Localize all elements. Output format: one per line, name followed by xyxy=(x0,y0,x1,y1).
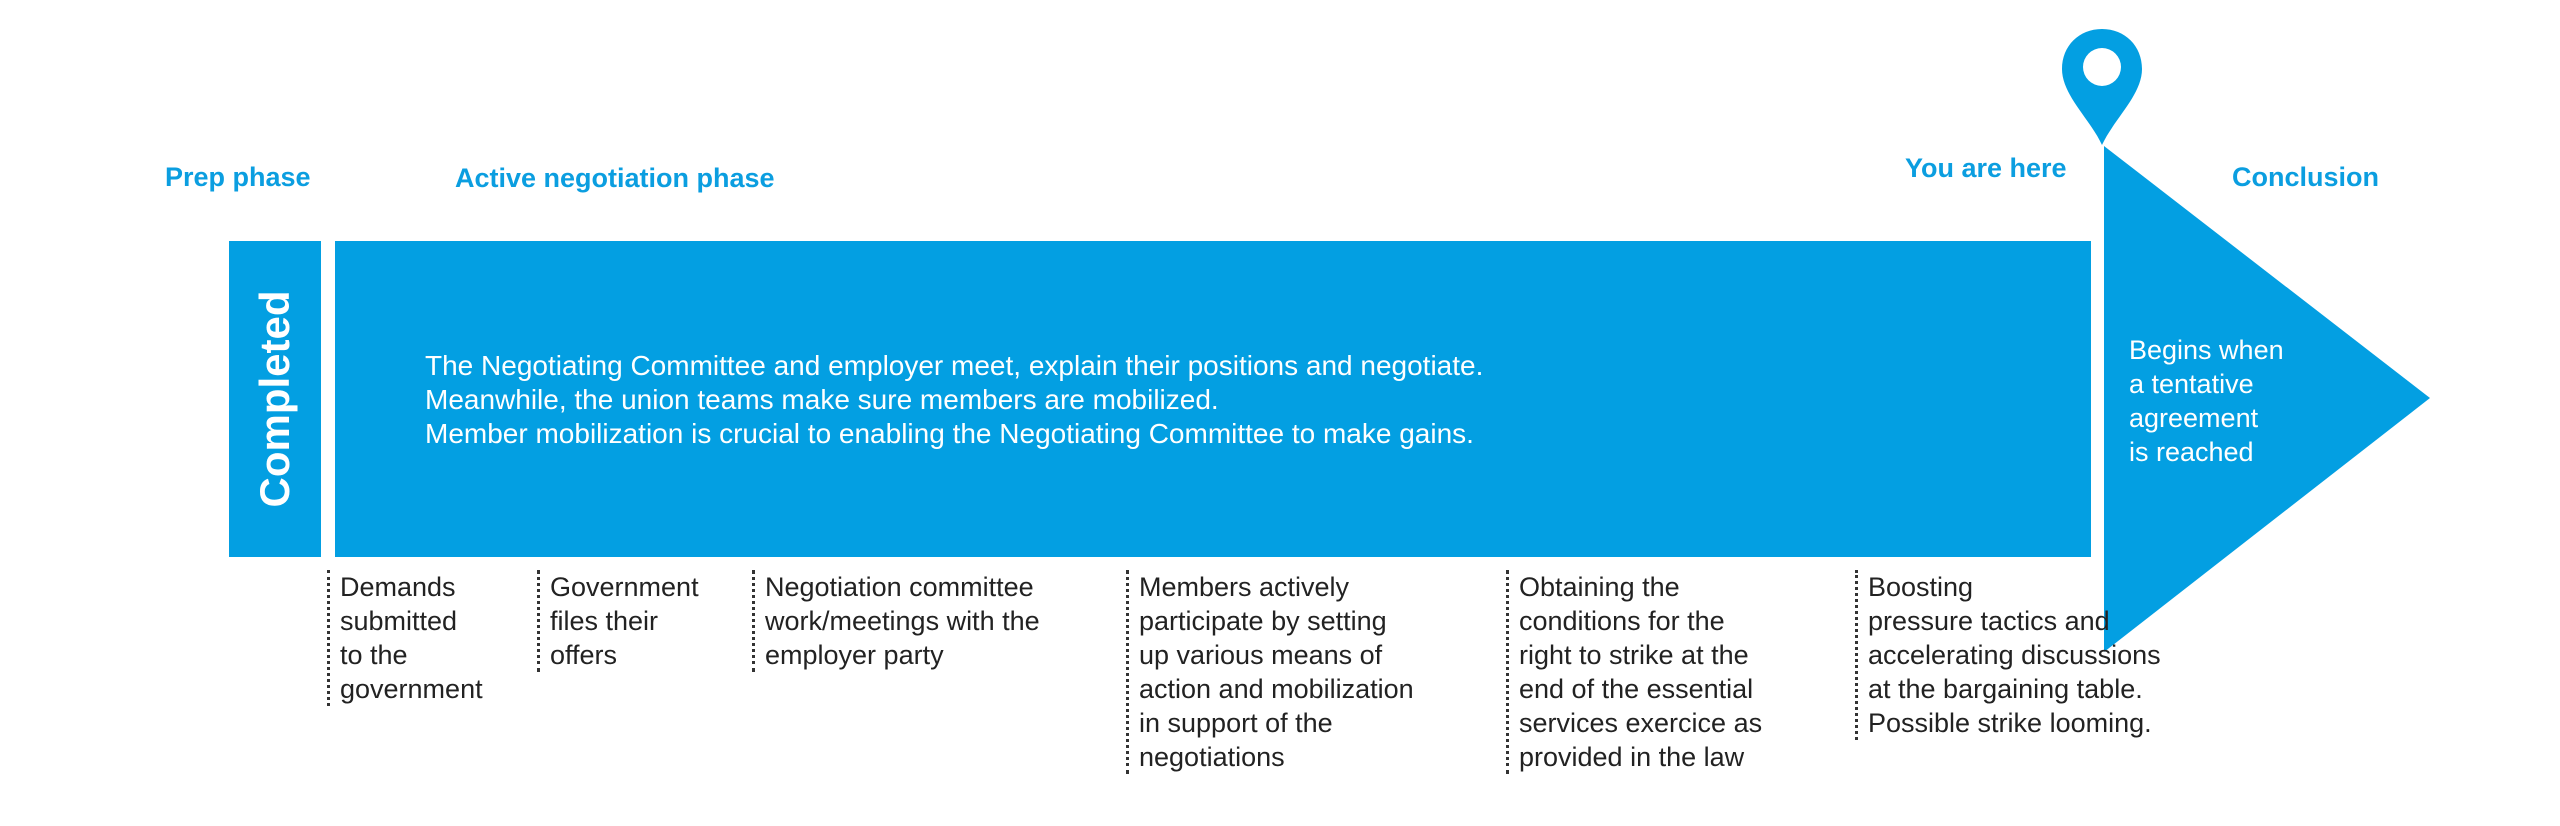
step-line: end of the essential xyxy=(1519,674,1754,704)
active-phase-label: Active negotiation phase xyxy=(455,163,775,193)
step-line: provided in the law xyxy=(1519,742,1745,772)
step-line: Government xyxy=(550,572,699,602)
description-line: Member mobilization is crucial to enabling the Negotiating Committee to make gains. xyxy=(425,418,1474,449)
step-line: action and mobilization xyxy=(1139,674,1414,704)
conclusion-line: is reached xyxy=(2129,437,2254,467)
step-line: at the bargaining table. xyxy=(1868,674,2143,704)
you-are-here-label: You are here xyxy=(1905,153,2067,183)
step-line: in support of the xyxy=(1139,708,1333,738)
step-line: to the xyxy=(340,640,408,670)
step-line: participate by setting xyxy=(1139,606,1387,636)
step-line: work/meetings with the xyxy=(765,606,1040,636)
active-phase-description xyxy=(425,349,1483,451)
prep-phase-label: Prep phase xyxy=(165,162,311,192)
step-line: Possible strike looming. xyxy=(1868,708,2152,738)
step-demands xyxy=(327,570,483,706)
step-line: government xyxy=(340,674,483,704)
conclusion-line: Begins when xyxy=(2129,335,2284,365)
step-line: employer party xyxy=(765,640,944,670)
step-line: Members actively xyxy=(1139,572,1350,602)
step-line: Demands xyxy=(340,572,456,602)
completed-block xyxy=(229,241,321,557)
step-line: conditions for the xyxy=(1519,606,1725,636)
step-line: Negotiation committee xyxy=(765,572,1034,602)
step-negotiation-meetings xyxy=(752,570,1040,672)
step-line: files their xyxy=(550,606,659,636)
conclusion-phase-label: Conclusion xyxy=(2232,162,2379,192)
location-pin-icon xyxy=(2060,27,2144,147)
step-member-mobilization xyxy=(1126,570,1414,774)
conclusion-line: agreement xyxy=(2129,403,2259,433)
step-line: negotiations xyxy=(1139,742,1285,772)
conclusion-description xyxy=(2129,333,2329,469)
conclusion-line: a tentative xyxy=(2129,369,2254,399)
description-line: The Negotiating Committee and employer meet, explain their positions and negotiate. xyxy=(425,350,1484,381)
step-line: services exercice as xyxy=(1519,708,1763,738)
step-line: accelerating discussions xyxy=(1868,640,2161,670)
step-line: right to strike at the xyxy=(1519,640,1749,670)
step-right-to-strike xyxy=(1506,570,1762,774)
step-line: offers xyxy=(550,640,618,670)
step-line: Boosting xyxy=(1868,572,1974,602)
description-line: Meanwhile, the union teams make sure members are mobilized. xyxy=(425,384,1219,415)
step-line: submitted xyxy=(340,606,458,636)
step-line: Obtaining the xyxy=(1519,572,1680,602)
step-pressure-tactics xyxy=(1855,570,2161,740)
completed-label: Completed xyxy=(251,290,298,508)
step-line: pressure tactics and xyxy=(1868,606,2110,636)
step-government-offers xyxy=(537,570,699,672)
step-line: up various means of xyxy=(1139,640,1383,670)
